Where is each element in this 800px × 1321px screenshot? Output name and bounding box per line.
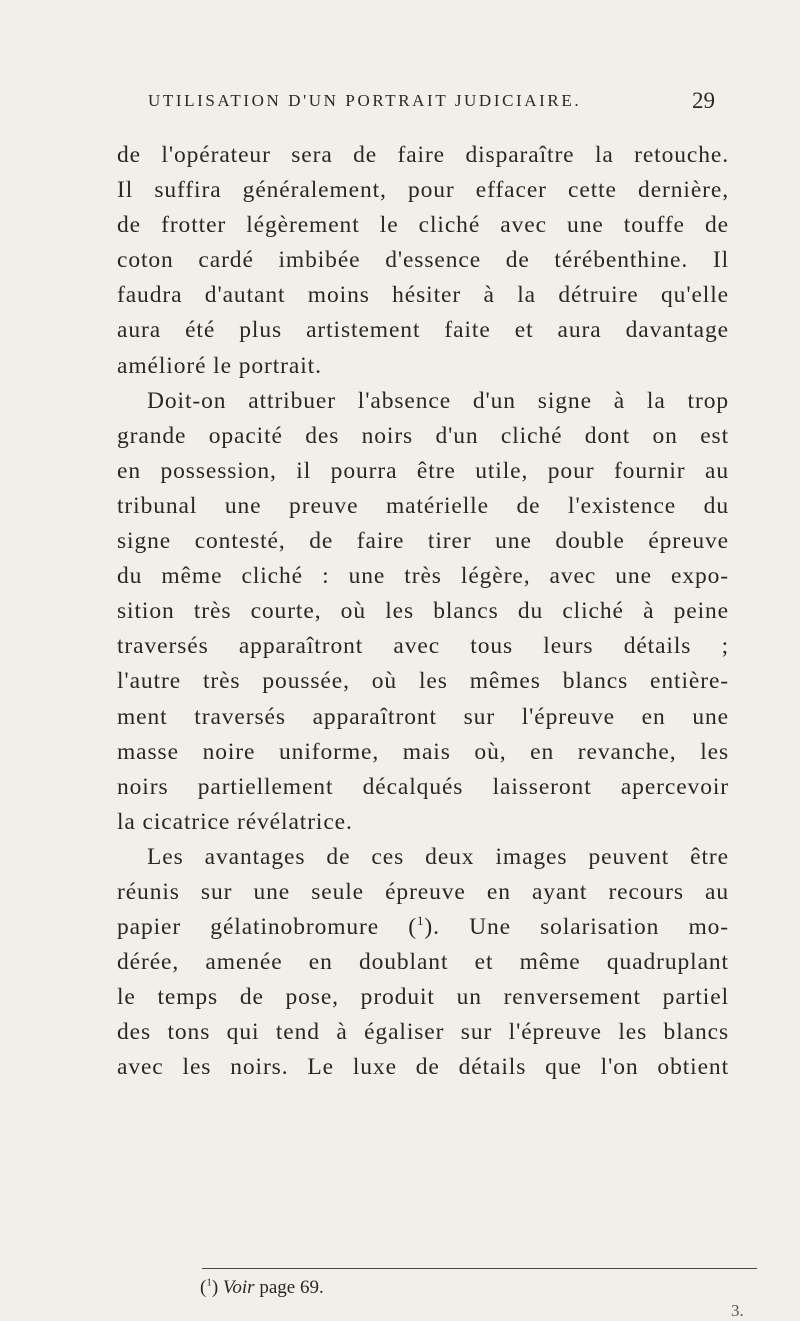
text-line: des tons qui tend à égaliser sur l'épreuve les blancs	[117, 1019, 729, 1046]
text-line: réunis sur une seule épreuve en ayant recours au	[117, 878, 729, 905]
footnote-open-paren: (	[200, 1277, 207, 1298]
footnote-rule	[202, 1268, 757, 1269]
text-line: Les avantages de ces deux images peuvent être	[147, 843, 729, 870]
footnote-voir: Voir	[222, 1277, 255, 1298]
text-line: coton cardé imbibée d'essence de térébenthine. Il	[117, 247, 729, 274]
text-line: faudra d'autant moins hésiter à la détruire qu'elle	[117, 282, 729, 309]
page-number: 29	[692, 88, 715, 113]
footnote-close-paren: )	[211, 1277, 219, 1298]
text-line: sition très courte, où les blancs du cliché à peine	[117, 598, 729, 625]
text-line: aura été plus artistement faite et aura davantage	[117, 317, 729, 344]
text-line: l'autre très poussée, où les mêmes blancs entière-	[117, 668, 729, 695]
text-line: la cicatrice révélatrice.	[117, 808, 353, 835]
text-line: signe contesté, de faire tirer une double épreuve	[117, 528, 729, 555]
footnote-ref	[200, 1277, 218, 1298]
text-line: Il suffira généralement, pour effacer cette dernière,	[117, 177, 729, 204]
text-line: traversés apparaîtront avec tous leurs détails ;	[117, 633, 729, 660]
signature-mark: 3.	[731, 1301, 744, 1320]
text-line: du même cliché : une très légère, avec une expo-	[117, 563, 729, 590]
text-fragment: ). Une solarisation mo-	[424, 914, 730, 941]
footnote	[200, 1277, 324, 1299]
running-title: UTILISATION D'UN PORTRAIT JUDICIAIRE.	[148, 91, 582, 110]
footnote-number: 1	[206, 1276, 212, 1289]
text-line: ment traversés apparaîtront sur l'épreuve en une	[117, 703, 729, 730]
text-line-with-note	[117, 910, 729, 945]
text-line: noirs partiellement décalqués laisseront apercevoir	[117, 773, 729, 800]
text-line: de frotter légèrement le cliché avec une touffe de	[117, 212, 729, 239]
footnote-marker: 1	[417, 913, 425, 929]
text-line: en possession, il pourra être utile, pour fournir au	[117, 457, 729, 484]
text-fragment: papier gélatinobromure (	[117, 914, 418, 941]
text-line: avec les noirs. Le luxe de détails que l'on obtient	[117, 1054, 729, 1081]
text-line: amélioré le portrait.	[117, 352, 322, 379]
text-line: Doit-on attribuer l'absence d'un signe à la trop	[147, 387, 729, 414]
text-line: masse noire uniforme, mais où, en revanche, les	[117, 738, 729, 765]
text-line: dérée, amenée en doublant et même quadruplant	[117, 949, 729, 976]
body-text	[117, 138, 729, 1086]
footnote-page-ref: page 69.	[259, 1277, 324, 1298]
text-line: de l'opérateur sera de faire disparaître la retouche.	[117, 142, 729, 168]
text-line: tribunal une preuve matérielle de l'existence du	[117, 492, 729, 519]
text-line: le temps de pose, produit un renversement partiel	[117, 984, 729, 1011]
text-line: grande opacité des noirs d'un cliché dont on est	[117, 422, 729, 449]
